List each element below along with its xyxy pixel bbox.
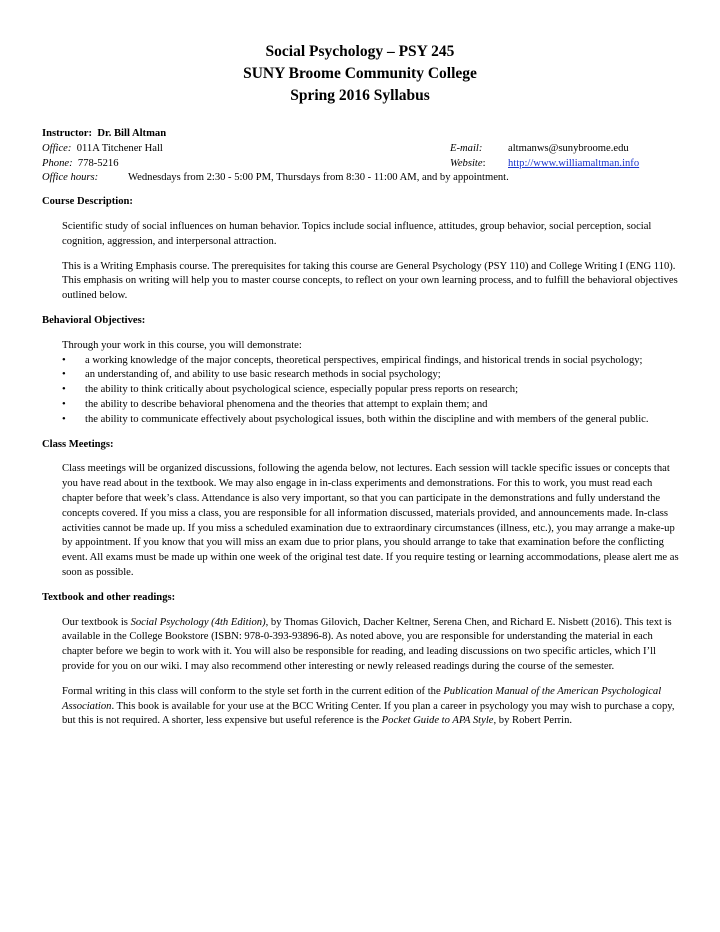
course-description-paragraph-1: Scientific study of social influences on human behavior. Topics include social influence, attitudes, group behavior, social perception, social cognition, aggression, and interpersonal attraction.	[62, 220, 652, 247]
textbook-paragraph-2	[62, 685, 682, 729]
college-name: SUNY Broome Community College	[243, 65, 477, 82]
textbook-title: Social Psychology (4th Edition)	[130, 616, 266, 628]
behavioral-objectives-heading: Behavioral Objectives:	[42, 314, 146, 326]
textbook-p1-intro: Our textbook is	[62, 616, 131, 628]
phone-label: Phone:	[42, 157, 73, 169]
website-link[interactable]: http://www.williamaltman.info	[508, 157, 640, 169]
email-value: altmanws@sunybroome.edu	[508, 142, 629, 154]
apa-manual-title: Publication Manual of the American Psychological Association	[62, 685, 662, 712]
textbook-heading: Textbook and other readings:	[42, 591, 176, 603]
instructor-row	[42, 127, 682, 142]
course-description-heading: Course Description:	[42, 196, 133, 208]
bullet-icon: •	[62, 398, 66, 410]
document-header	[0, 41, 720, 107]
textbook-p2-intro: Formal writing in this class will conform to the style set forth in the current edition of the	[62, 685, 444, 697]
office-label: Office:	[42, 142, 72, 154]
website-colon: :	[482, 157, 486, 169]
office-hours-value: Wednesdays from 2:30 - 5:00 PM, Thursdays from 8:30 - 11:00 AM, and by appointment.	[128, 172, 509, 184]
list-item	[62, 413, 682, 428]
list-item	[62, 383, 682, 398]
course-title: Social Psychology – PSY 245	[265, 43, 455, 60]
office-row	[42, 142, 682, 157]
office-value: 011A Titchener Hall	[76, 142, 163, 154]
bullet-icon: •	[62, 384, 66, 396]
document-body	[42, 127, 682, 729]
instructor-name: Dr. Bill Altman	[97, 128, 167, 139]
textbook-p2-end: , by Robert Perrin.	[493, 715, 573, 727]
objective-text: the ability to communicate effectively about psychological issues, both within the discipline and with members of the general public.	[85, 413, 649, 425]
list-item	[62, 368, 682, 383]
office-hours-row	[42, 171, 682, 186]
objective-text: an understanding of, and ability to use basic research methods in social psychology;	[85, 369, 441, 381]
bullet-icon: •	[62, 413, 66, 425]
objective-text: the ability to describe behavioral phenomena and the theories that attempt to explain them; and	[85, 398, 488, 410]
class-meetings-heading: Class Meetings:	[42, 438, 114, 450]
phone-value: 778-5216	[77, 157, 119, 169]
class-meetings-paragraph: Class meetings will be organized discussions, following the agenda below, not lectures. Each session will tackle specific issues or concepts that you have read about in the textbook. We may also engage in in-class experiments and demonstrations. For this to work, you must read each chapter before that week’s class. Attendance is also very important, so that you can participate in the demonstrations and fully understand the concepts covered. If you miss a class, you are responsible for all information discussed, materials provided, and announcements made. In-class activities cannot be made up. If you miss a scheduled examination due to extraordinary circumstances (illness, etc.), you may arrange a make-up by appointment. If you know that you will miss an exam due to prior plans, you should arrange to take that examination before the conflicting event. All exams must be made up within one week of the original test date. If you require testing or learning accommodations, please alert me as soon as possible.	[62, 463, 679, 578]
office-hours-label: Office hours:	[42, 172, 99, 184]
bullet-icon: •	[62, 354, 66, 366]
textbook-paragraph-1	[62, 616, 682, 675]
email-label: E-mail:	[450, 142, 483, 154]
textbook-p2-body: . This book is available for your use at the BCC Writing Center. If you plan a career in psychology you may wish to purchase a copy, but this is not required. A shorter, less expensive but useful reference is the	[62, 700, 675, 727]
bullet-icon: •	[62, 369, 66, 381]
list-item	[62, 398, 682, 413]
instructor-label: Instructor:	[42, 128, 93, 139]
objective-text: a working knowledge of the major concepts, theoretical perspectives, empirical findings, and historical trends in social psychology;	[85, 354, 643, 366]
term-title: Spring 2016 Syllabus	[290, 87, 430, 104]
list-item	[62, 354, 682, 369]
textbook-p1-body: , by Thomas Gilovich, Dacher Keltner, Serena Chen, and Richard E. Nisbett (2016). This text is available in the College Bookstore (ISBN: 978-0-393-93896-8). As noted above, you are responsible for understanding the material in each chapter before we begin to work with it. You will also be responsible for reading, and leading discussions on two specific articles, which I’ll provide for you on our wiki. I may also recommend other interesting or newly released readings during the course of the semester.	[62, 616, 672, 672]
course-description-paragraph-2: This is a Writing Emphasis course. The prerequisites for taking this course are General Psychology (PSY 110) and College Writing I (ENG 110). This emphasis on writing will help you to master course concepts, to reflect on your own learning process, and to fulfill the behavioral objectives outlined below.	[62, 260, 678, 302]
phone-row	[42, 157, 682, 172]
objective-text: the ability to think critically about psychological science, especially popular press reports on research;	[85, 384, 519, 396]
objectives-list	[62, 354, 682, 428]
objectives-intro: Through your work in this course, you will demonstrate:	[62, 339, 302, 351]
pocket-guide-title: Pocket Guide to APA Style	[381, 715, 494, 727]
website-label: Website	[450, 157, 483, 169]
